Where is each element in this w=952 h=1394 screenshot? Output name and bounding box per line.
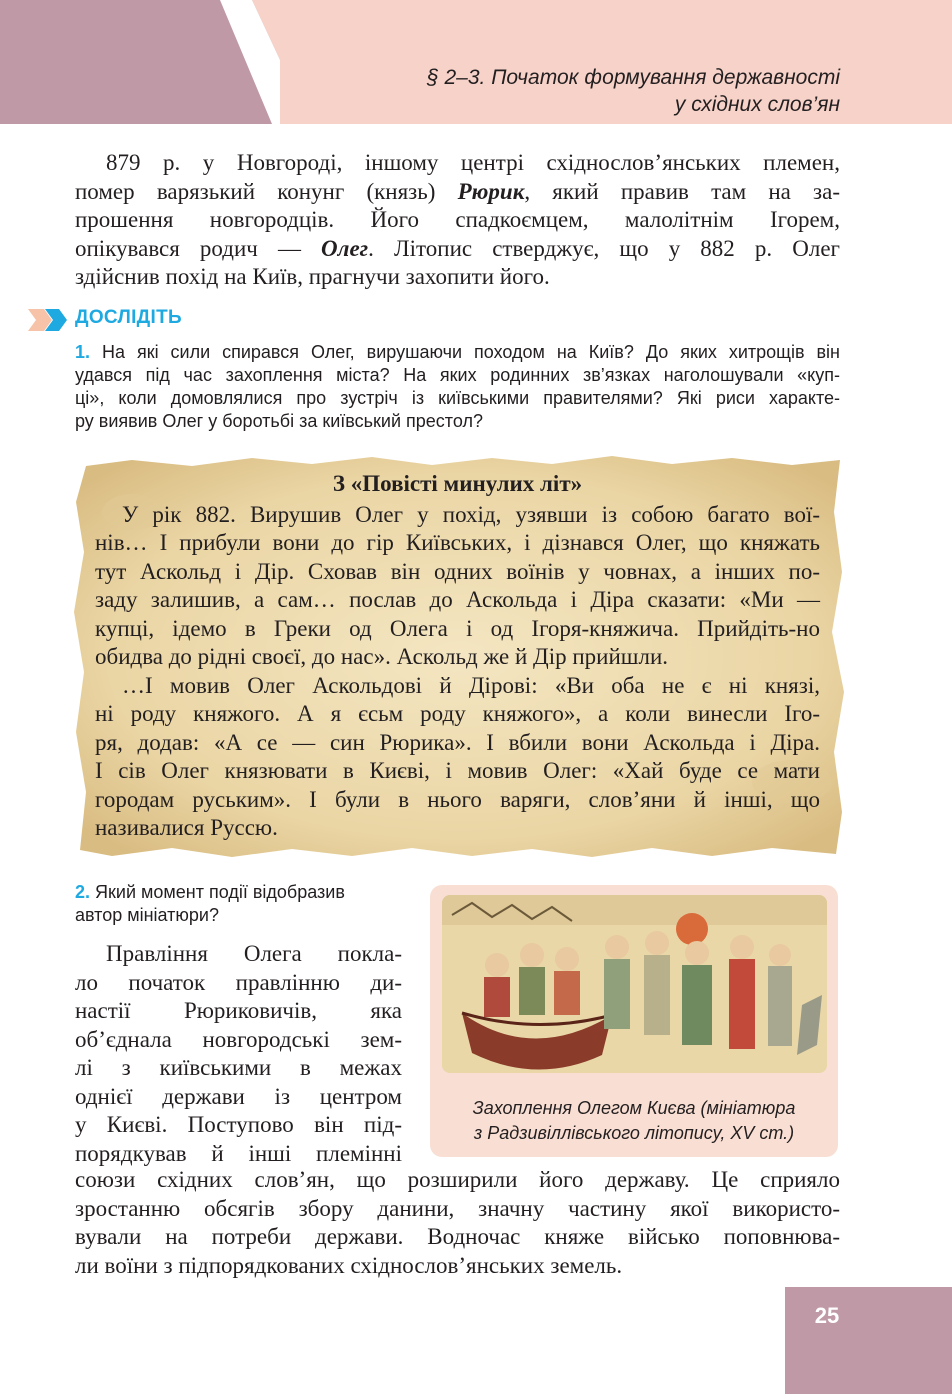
- figure-caption: Захоплення Олегом Києва (мініатюра з Радзивіллівського літопису, XV ст.): [472, 1098, 796, 1143]
- text-line: І сів Олег князювати в Києві, і мовив Олег: «Хай буде се мати: [95, 758, 820, 783]
- figure-box: [430, 885, 838, 1157]
- main-paragraph-wide: [75, 1166, 840, 1280]
- text-line: зростанню обсягів збору данини, значну частину якої використо-: [75, 1195, 840, 1221]
- question-2: [75, 881, 405, 927]
- text-line: тут Аскольд і Дір. Сховав він одних воїнів у човнах, а інших по-: [95, 558, 820, 584]
- intro-paragraph: [75, 149, 840, 292]
- text-line: купці, ідемо в Греки од Олега і од Ігоря-княжича. Прийдіть-но: [95, 615, 820, 641]
- text-line: опікувався родич — Олег. Літопис стверджує, що у 882 р. Олег: [75, 235, 840, 261]
- text-line: помер варязький конунг (князь) Рюрик, який правив там на за-: [75, 178, 841, 204]
- name-oleg: Олег: [321, 235, 369, 261]
- question-number: 2.: [75, 882, 91, 902]
- text-line: ці», коли домовлялися про зустріч із київськими правителями? Які риси характе-: [75, 388, 840, 408]
- text-line: ру виявив Олег у боротьбі за київський престол?: [75, 411, 483, 431]
- question-number: 1.: [75, 342, 91, 362]
- name-rurik: Рюрик: [457, 178, 525, 204]
- text-line: городам руським». І були в нього варяги, слов’яни й інші, що: [95, 786, 820, 812]
- text-line: ні роду княжого. А я єсьм роду княжого», а коли винесли Іго-: [95, 701, 820, 726]
- question-1: [75, 341, 840, 433]
- text-line: автор мініатюри?: [75, 905, 219, 925]
- text-line: Правління Олега покла-: [106, 941, 402, 966]
- page-number-tab: [785, 1287, 952, 1394]
- text-line: у Києві. Поступово він під-: [75, 1112, 402, 1137]
- text-line: лі з київськими в межах: [75, 1055, 402, 1080]
- text-line: 2. Який момент події відобразив: [75, 882, 345, 902]
- text-line: заду залишив, а сам… послав до Аскольда і Діра сказати: «Ми —: [95, 587, 820, 612]
- text-line: удався під час захоплення міста? На яких родинних зв’язках наголошували «куп-: [75, 365, 840, 385]
- text-line: 879 р. у Новгороді, іншому центрі східнослов’янських племен,: [106, 150, 840, 175]
- text-line: ло початок правлінню ди-: [75, 969, 402, 995]
- running-head: [427, 64, 840, 118]
- section-title-explore: ДОСЛІДІТЬ: [75, 307, 182, 328]
- text-line: настії Рюриковичів, яка: [75, 998, 402, 1023]
- text-line: ли воїни з підпорядкованих східнослов’янських земель.: [75, 1252, 623, 1278]
- excerpt-title: З «Повісті минулих літ»: [332, 471, 583, 496]
- main-paragraph-narrow: [75, 940, 402, 1168]
- text-line: здійснив похід на Київ, прагнучи захопити його.: [75, 264, 550, 289]
- chronicle-excerpt: [95, 470, 820, 843]
- text-line: …І мовив Олег Аскольдові й Дірові: «Ви оба не є ні князі,: [122, 672, 820, 698]
- miniature-image: [442, 895, 827, 1073]
- text-line: об’єднала новгородські зем-: [75, 1026, 402, 1052]
- section-arrow-icon: [28, 309, 68, 331]
- text-line: союзи східних слов’ян, що розширили його державу. Це сприяло: [75, 1167, 840, 1192]
- text-line: називалися Руссю.: [95, 815, 278, 840]
- text-line: нів… І прибули вони до гір Київських, і дізнався Олег, що княжать: [95, 530, 820, 555]
- text-line: вували на потреби держави. Водночас княже військо поповнюва-: [75, 1224, 840, 1249]
- text-line: однієї держави із центром: [75, 1083, 402, 1109]
- text-line: У рік 882. Вирушив Олег у похід, узявши із собою багато вої-: [122, 501, 820, 527]
- text-line: прошення новгородців. Його спадкоємцем, малолітнім Ігорем,: [75, 207, 840, 232]
- text-line: обидва до рідні своєї, до нас». Аскольд же й Дір прийшли.: [95, 644, 669, 669]
- running-head-line2: у східних слов’ян: [674, 93, 840, 116]
- text-line: 1. На які сили спирався Олег, вирушаючи походом на Київ? До яких хитрощів він: [75, 342, 840, 362]
- running-head-line1: § 2–3. Початок формування державності: [426, 66, 840, 89]
- text-line: порядкував й інші племінні: [75, 1140, 402, 1166]
- page-number: 25: [814, 1303, 840, 1328]
- text-line: ря, додав: «А се — син Рюрика». І вбили вони Аскольда і Діра.: [95, 729, 820, 755]
- miniature-illustration: [442, 895, 827, 1073]
